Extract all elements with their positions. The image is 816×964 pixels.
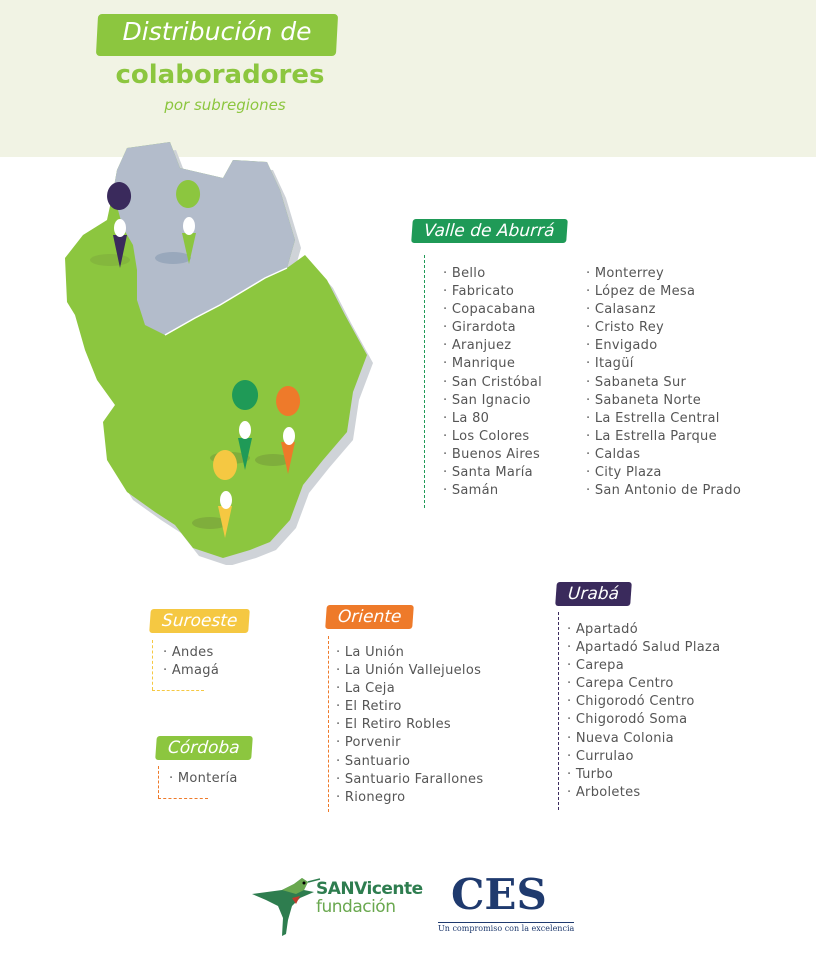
list-item: · Currulao [567,748,634,764]
list-item: · El Retiro [336,699,402,715]
uraba-divider [558,612,559,810]
list-item: · Los Colores [443,428,530,444]
list-item: · Montería [169,771,238,786]
list-item: · La Estrella Central [586,410,720,426]
cordoba-divider-v [158,766,159,798]
list-item: · López de Mesa [586,284,696,300]
suroeste-list [163,644,219,680]
list-item: · Buenos Aires [443,446,541,462]
list-item: · Calasanz [586,302,656,318]
list-item: · El Retiro Robles [336,717,451,733]
list-item: · Porvenir [336,735,401,751]
list-item: · Girardota [443,320,516,336]
list-item: · Santuario Farallones [336,771,484,787]
list-item: · La 80 [443,410,490,426]
page-title-line2: colaboradores [115,60,325,90]
list-item: · Chigorodó Centro [567,694,695,710]
list-item: · La Estrella Parque [586,428,717,444]
list-item: · San Antonio de Prado [586,483,742,499]
list-item: · Monterrey [586,266,664,281]
list-item: · Cristo Rey [586,320,664,336]
hummingbird-logo-icon [252,872,322,940]
list-item: · Envigado [586,338,658,354]
oriente-divider [328,636,329,812]
list-item: · Amagá [163,663,220,679]
valle-list-col1 [443,265,542,500]
list-item: · Rionegro [336,789,406,805]
cordoba-divider-h [158,798,208,799]
list-item: · Carepa Centro [567,676,674,692]
ces-tagline: Un compromiso con la excelencia [438,924,575,933]
oriente-label: Oriente [325,605,414,629]
suroeste-divider-v [152,640,153,690]
list-item: · Caldas [586,446,641,462]
antioquia-map [55,140,405,565]
cordoba-list [169,770,238,788]
list-item: · Itagüí [586,356,634,372]
list-item: · Andes [163,645,214,660]
page-subtitle: por subregiones [164,96,286,114]
list-item: · Fabricato [443,284,515,300]
oriente-list [336,644,483,807]
ces-logo-text: CES [451,870,547,919]
uraba-label: Urabá [555,582,632,606]
san-vicente-line2: fundación [316,897,396,917]
list-item: · City Plaza [586,465,662,481]
list-item: · Santuario [336,753,411,769]
valle-label: Valle de Aburrá [411,219,567,243]
valle-list-col2 [586,265,741,500]
list-item: · La Ceja [336,681,395,697]
list-item: · Sabaneta Norte [586,392,702,408]
list-item: · Bello [443,266,486,281]
list-item: · Manrique [443,356,516,372]
list-item: · San Cristóbal [443,374,543,390]
list-item: · Chigorodó Soma [567,712,688,728]
list-item: · Nueva Colonia [567,730,674,746]
list-item: · San Ignacio [443,392,531,408]
san-vicente-line1: SANVicente [316,879,423,899]
list-item: · Copacabana [443,302,536,318]
valle-divider [424,255,425,508]
list-item: · Sabaneta Sur [586,374,687,390]
suroeste-label: Suroeste [149,609,250,633]
list-item: · Apartadó [567,622,638,637]
list-item: · Apartadó Salud Plaza [567,640,721,656]
list-item: · Santa María [443,465,533,481]
cordoba-label: Córdoba [155,736,252,760]
list-item: · La Unión Vallejuelos [336,663,482,679]
suroeste-divider-h [152,690,204,691]
san-vicente-logo-text [316,880,423,916]
list-item: · Turbo [567,766,614,782]
list-item: · La Unión [336,645,405,660]
uraba-list [567,621,720,802]
list-item: · Arboletes [567,784,641,800]
list-item: · Samán [443,483,499,499]
list-item: · Aranjuez [443,338,512,354]
page-title-line1: Distribución de [122,17,312,46]
list-item: · Carepa [567,658,624,674]
